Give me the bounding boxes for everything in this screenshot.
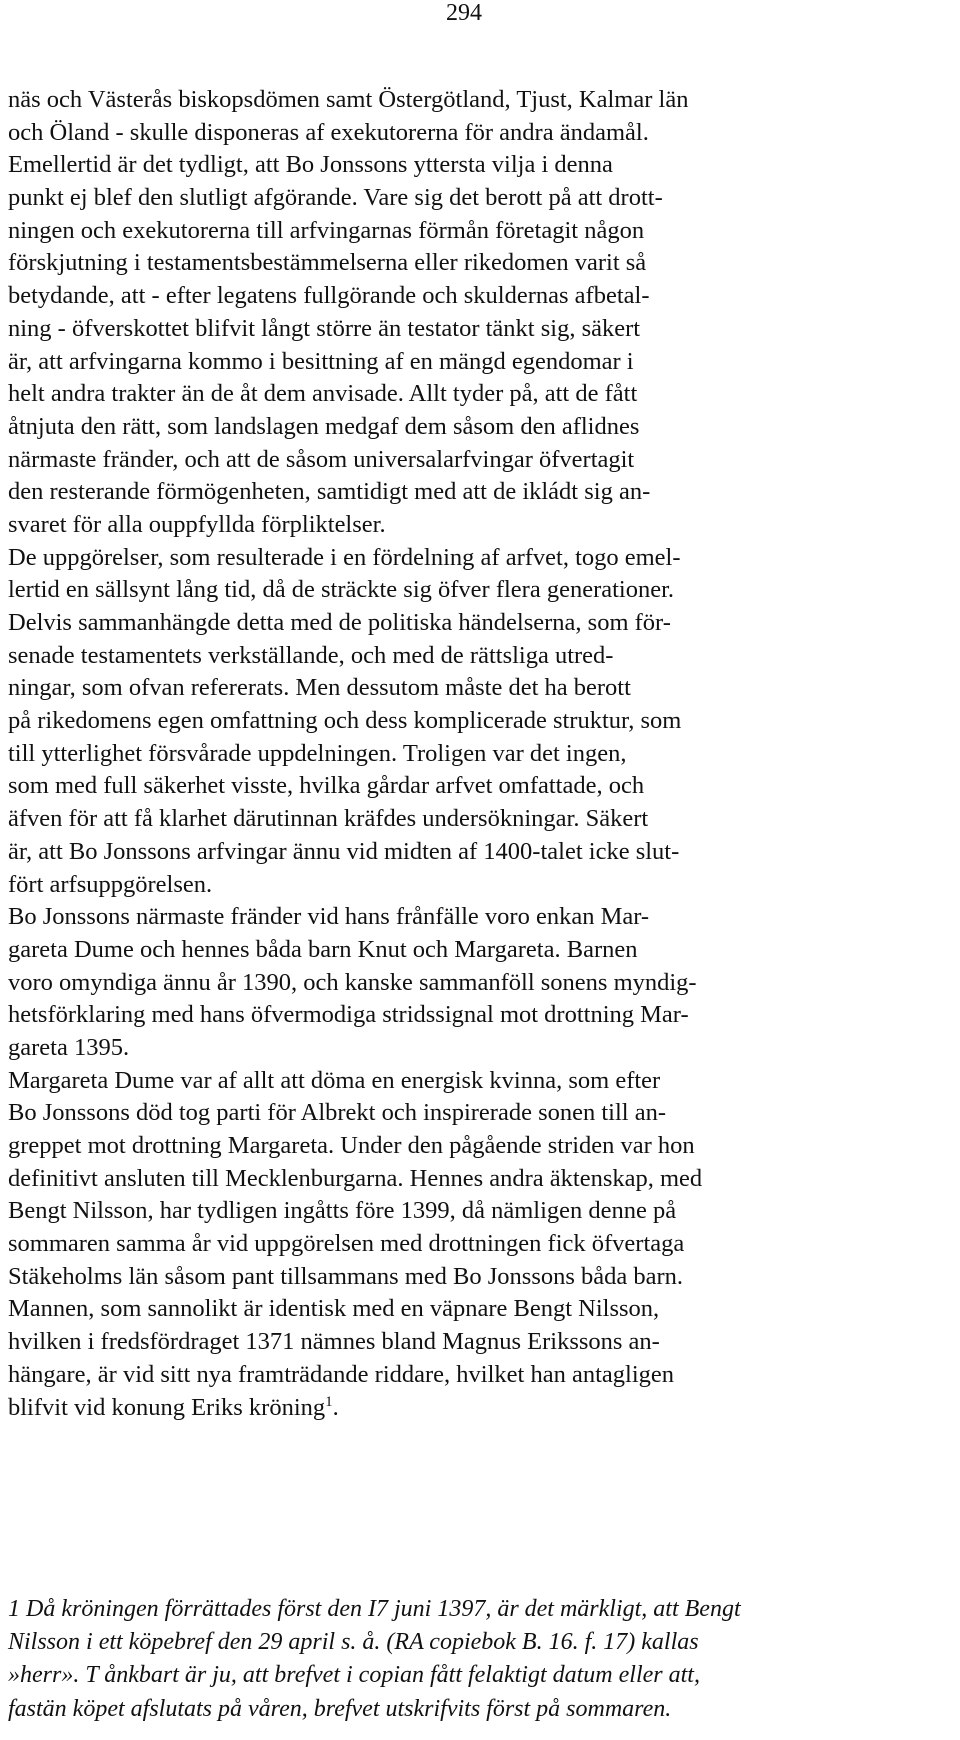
- text-line: helt andra trakter än de åt dem anvisade. Allt tyder på, att de fått: [8, 380, 638, 408]
- text-line: hetsförklaring med hans öfvermodiga stridssignal mot drottning Mar-: [8, 1001, 689, 1029]
- footnote-reference[interactable]: 1: [325, 1393, 333, 1410]
- text-line: punkt ej blef den slutligt afgörande. Vare sig det berott på att drott-: [8, 184, 663, 212]
- text-line: Delvis sammanhängde detta med de politiska händelserna, som för-: [8, 609, 671, 636]
- text-line-end-content: blifvit vid konung Eriks kröning: [8, 1393, 326, 1421]
- text-line: sommaren samma år vid uppgörelsen med drottningen fick öfvertaga: [8, 1230, 685, 1258]
- footnote: [8, 1593, 958, 1726]
- body-text: [8, 84, 948, 1424]
- text-line: Margareta Dume var af allt att döma en energisk kvinna, som efter: [8, 1066, 661, 1094]
- sentence-period: .: [332, 1393, 339, 1421]
- text-line: voro omyndiga ännu år 1390, och kanske sammanföll sonens myndig-: [8, 968, 697, 996]
- text-line: Bo Jonssons död tog parti för Albrekt och inspirerade sonen till an-: [8, 1099, 666, 1127]
- footnote-line: »herr». T ånkbart är ju, att brefvet i copian fått felaktigt datum eller att,: [8, 1662, 700, 1689]
- text-line: Emellertid är det tydligt, att Bo Jonssons yttersta vilja i denna: [8, 151, 613, 179]
- footnote-line: 1 Då kröningen förrättades först den I7 juni 1397, är det märkligt, att Bengt: [8, 1596, 741, 1622]
- text-line: på rikedomens egen omfattning och dess komplicerade struktur, som: [8, 707, 682, 735]
- text-line: senade testamentets verkställande, och med de rättsliga utred-: [8, 641, 614, 669]
- text-line: Mannen, som sannolikt är identisk med en väpnare Bengt Nilsson,: [8, 1295, 660, 1323]
- text-line: ningen och exekutorerna till arfvingarnas förmån företagit någon: [8, 216, 645, 244]
- text-line-last: [8, 1392, 948, 1425]
- text-line: betydande, att - efter legatens fullgörande och skuldernas afbetal-: [8, 282, 650, 310]
- text-line: greppet mot drottning Margareta. Under den pågående striden var hon: [8, 1132, 695, 1159]
- text-line: till ytterlighet försvårade uppdelningen. Troligen var det ingen,: [8, 739, 627, 767]
- text-line: och Öland - skulle disponeras af exekutorerna för andra ändamål.: [8, 118, 649, 146]
- text-line: fört arfsuppgörelsen.: [8, 870, 213, 898]
- text-line: är, att Bo Jonssons arfvingar ännu vid midten af 1400-talet icke slut-: [8, 837, 680, 865]
- text-line: hängare, är vid sitt nya framträdande riddare, hvilket han antagligen: [8, 1360, 674, 1388]
- text-line: definitivt ansluten till Mecklenburgarna. Hennes andra äktenskap, med: [8, 1164, 703, 1192]
- text-line: Bengt Nilsson, har tydligen ingåtts före 1399, då nämligen denne på: [8, 1197, 677, 1225]
- text-line: som med full säkerhet visste, hvilka gårdar arfvet omfattade, och: [8, 772, 645, 800]
- text-line: förskjutning i testamentsbestämmelserna eller rikedomen varit så: [8, 249, 647, 277]
- text-line: näs och Västerås biskopsdömen samt Östergötland, Tjust, Kalmar län: [8, 86, 689, 113]
- text-line: Stäkeholms län såsom pant tillsammans med Bo Jonssons båda barn.: [8, 1262, 684, 1290]
- text-line: äfven för att få klarhet därutinnan kräfdes undersökningar. Säkert: [8, 805, 649, 833]
- footnote-line: Nilsson i ett köpebref den 29 april s. å. (RA copiebok B. 16. f. 17) kallas: [8, 1629, 699, 1656]
- page-number: 294: [446, 0, 482, 26]
- text-line: ning - öfverskottet blifvit långt större än testator tänkt sig, säkert: [8, 314, 641, 342]
- text-line: ningar, som ofvan refererats. Men dessutom måste det ha berott: [8, 674, 631, 702]
- text-line: åtnjuta den rätt, som landslagen medgaf dem såsom den aflidnes: [8, 412, 640, 440]
- text-line: De uppgörelser, som resulterade i en fördelning af arfvet, togo emel-: [8, 543, 681, 571]
- text-line: Bo Jonssons närmaste fränder vid hans frånfälle voro enkan Mar-: [8, 903, 650, 931]
- footnote-line: fastän köpet afslutats på våren, brefvet utskrifvits först på sommaren.: [8, 1695, 672, 1722]
- text-line: närmaste fränder, och att de såsom universalarfvingar öfvertagit: [8, 445, 635, 473]
- text-line: den resterande förmögenheten, samtidigt med att de ikládt sig an-: [8, 478, 651, 506]
- text-line: gareta Dume och hennes båda barn Knut och Margareta. Barnen: [8, 935, 638, 963]
- text-line: lertid en sällsynt lång tid, då de sträckte sig öfver flera generationer.: [8, 576, 675, 604]
- text-line: är, att arfvingarna kommo i besittning af en mängd egendomar i: [8, 347, 634, 375]
- text-line: gareta 1395.: [8, 1033, 130, 1061]
- text-line: svaret för alla ouppfyllda förpliktelser.: [8, 510, 386, 538]
- text-line: hvilken i fredsfördraget 1371 nämnes bland Magnus Erikssons an-: [8, 1328, 660, 1356]
